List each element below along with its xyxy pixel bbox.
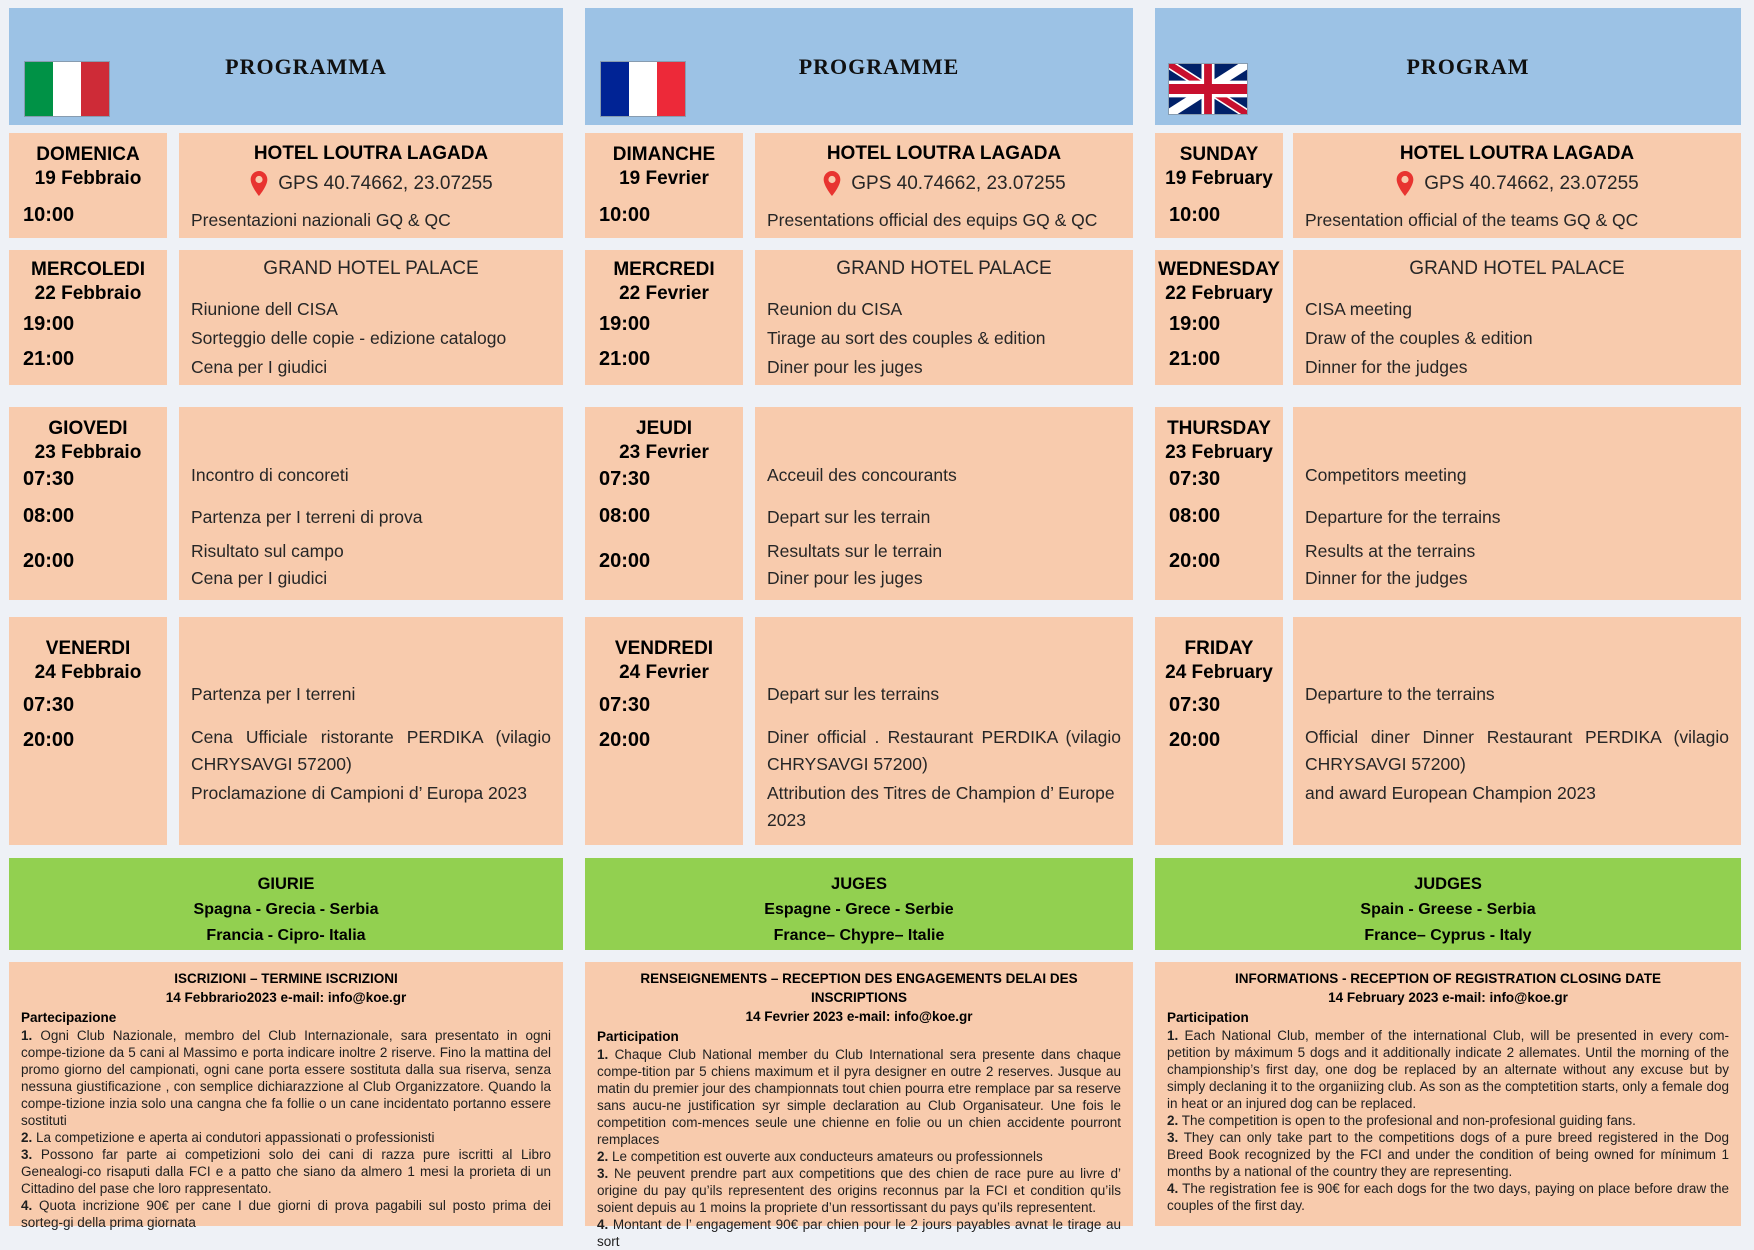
row-friday xyxy=(9,617,563,845)
event-line: Sorteggio delle copie - edizione catalogo xyxy=(191,328,507,348)
info-rule: 3. Ne peuvent prendre part aux competitions que des chien de race pure au livre d’ origine du pay qu’ils representent des origins reconnus par la FCI et condition qu’ils soient depuis au 1 moins la propriete d’un ressortissant du pays qu’ils representent. xyxy=(597,1166,1121,1215)
judges-countries: Spain - Greese - Serbia xyxy=(1360,901,1536,918)
program-header-english xyxy=(1155,8,1741,125)
event-box xyxy=(1293,250,1741,385)
italy-flag-icon xyxy=(25,62,109,116)
row-thursday xyxy=(1155,407,1741,600)
gps-line xyxy=(767,170,1121,197)
venue-name: GRAND HOTEL PALACE xyxy=(263,258,479,279)
judges-panel xyxy=(1155,858,1741,950)
time-label: 07:30 xyxy=(23,694,75,716)
venue-name: GRAND HOTEL PALACE xyxy=(1409,258,1625,279)
info-heading: Participation xyxy=(1167,1010,1249,1025)
event-line: Diner pour les juges xyxy=(767,568,923,588)
event-line: Diner pour les juges xyxy=(767,357,923,377)
event-line: Depart sur les terrain xyxy=(767,507,931,527)
day-box xyxy=(585,407,743,600)
time-label: 21:00 xyxy=(599,348,651,370)
time-label: 08:00 xyxy=(23,505,75,527)
info-deadline: 14 Febbrario2023 e-mail: info@koe.gr xyxy=(165,990,407,1005)
day-name: SUNDAY xyxy=(1179,144,1259,165)
event-line: Attribution des Titres de Champion d’ Europe 2023 xyxy=(767,783,1115,830)
venue-name: HOTEL LOUTRA LAGADA xyxy=(826,143,1062,164)
info-title: INFORMATIONS - RECEPTION OF REGISTRATION CLOSING DATE xyxy=(1235,971,1661,986)
judges-title: JUGES xyxy=(831,875,887,893)
info-title: RENSEIGNEMENTS – RECEPTION DES ENGAGEMENTS DELAI DES INSCRIPTIONS xyxy=(640,971,1078,1005)
event-line: Diner official . Restaurant PERDIKA (vilagio CHRYSAVGI 57200) xyxy=(767,727,1121,774)
day-date: 24 Febbraio xyxy=(34,662,142,683)
event-line: Cena Ufficiale ristorante PERDIKA (vilagio CHRYSAVGI 57200) xyxy=(191,727,551,774)
gps-coordinates: GPS 40.74662, 23.07255 xyxy=(851,172,1066,194)
time-label: 21:00 xyxy=(1169,348,1221,370)
time-label: 20:00 xyxy=(599,729,651,751)
time-label: 10:00 xyxy=(1169,204,1221,226)
judges-countries: France– Chypre– Italie xyxy=(773,927,945,944)
time-label: 20:00 xyxy=(599,550,651,572)
event-line: Draw of the couples & edition xyxy=(1305,328,1533,348)
day-date: 23 Febbraio xyxy=(34,442,142,463)
time-label: 07:30 xyxy=(599,694,651,716)
day-date: 22 February xyxy=(1165,283,1273,304)
day-name: FRIDAY xyxy=(1184,638,1254,659)
row-wednesday xyxy=(9,250,563,385)
row-friday xyxy=(1155,617,1741,845)
registration-info-panel xyxy=(9,962,563,1230)
event-line: Riunione dell CISA xyxy=(191,299,338,319)
row-sunday xyxy=(9,133,563,238)
program-header-italian xyxy=(9,8,563,125)
time-label: 07:30 xyxy=(1169,468,1221,490)
time-label: 20:00 xyxy=(23,550,75,572)
event-line: Results at the terrains xyxy=(1305,541,1476,561)
registration-info-panel xyxy=(585,962,1133,1249)
info-rule: 3. They can only take part to the competitions dogs of a pure breed registered in the Dog Breed Book recognized by the FCI and under the condition of being owned for mínimum 1 months by a national of the country they are representing. xyxy=(1167,1130,1729,1179)
event-line: Competitors meeting xyxy=(1305,465,1467,485)
time-label: 19:00 xyxy=(1169,313,1221,335)
info-rule: 1. Ogni Club Nazionale, membro del Club Internazionale, sara presentato in ogni compe-tizione da 5 cani al Massimo e porta indicare inoltre 2 riserve. Fino la mattina del promo giorno del campionati, ogni cane porta essere sostituta dalla sua riserva, senza nessuna giustificazione , con semplice dichiarazzione al Club Organizzatore. Quando la compe-tizione inzia solo una cangna che fa follie o un cane incidentato portanno essere sostituti xyxy=(21,1028,551,1128)
location-pin-icon xyxy=(822,170,842,197)
judges-countries: Espagne - Grece - Serbie xyxy=(764,901,954,918)
event-box xyxy=(1293,407,1741,600)
row-thursday xyxy=(585,407,1133,600)
day-name: VENDREDI xyxy=(614,638,714,659)
day-date: 23 Fevrier xyxy=(619,442,709,463)
time-label: 07:30 xyxy=(23,468,75,490)
day-date: 19 February xyxy=(1165,168,1273,189)
time-label: 19:00 xyxy=(23,313,75,335)
location-pin-icon xyxy=(1395,170,1415,197)
event-box xyxy=(755,407,1133,600)
day-date: 22 Febbraio xyxy=(34,283,142,304)
time-label: 07:30 xyxy=(599,468,651,490)
time-label: 07:30 xyxy=(1169,694,1221,716)
info-deadline: 14 Fevrier 2023 e-mail: info@koe.gr xyxy=(745,1009,973,1024)
info-heading: Partecipazione xyxy=(21,1010,117,1025)
day-name: JEUDI xyxy=(636,418,692,439)
event-line: Presentazioni nazionali GQ & QC xyxy=(191,210,451,230)
location-pin-icon xyxy=(249,170,269,197)
day-name: MERCREDI xyxy=(613,259,715,280)
judges-countries: France– Cyprus - Italy xyxy=(1364,927,1532,944)
event-line: Dinner for the judges xyxy=(1305,357,1468,377)
event-line: Reunion du CISA xyxy=(767,299,903,319)
event-line: CISA meeting xyxy=(1305,299,1412,319)
event-line: Risultato sul campo xyxy=(191,541,344,561)
column-french xyxy=(585,8,1133,1249)
program-title: PROGRAMME xyxy=(798,53,960,79)
info-rule: 2. La competizione e aperta ai condutori appassionati o professionisti xyxy=(21,1130,435,1145)
day-box xyxy=(585,250,743,385)
day-box xyxy=(1155,407,1283,600)
time-label: 21:00 xyxy=(23,348,75,370)
info-rule: 2. The competition is open to the profesional and non-profesional guiding fans. xyxy=(1167,1113,1636,1128)
event-line: Resultats sur le terrain xyxy=(767,541,943,561)
venue-name: HOTEL LOUTRA LAGADA xyxy=(253,143,489,164)
row-sunday xyxy=(1155,133,1741,238)
day-name: GIOVEDI xyxy=(48,418,128,439)
program-title: PROGRAM xyxy=(1406,53,1530,79)
event-line: Presentations official des equips GQ & QC xyxy=(767,210,1098,230)
gps-line xyxy=(191,170,551,197)
time-label: 10:00 xyxy=(23,204,75,226)
event-line: Presentation official of the teams GQ & QC xyxy=(1305,210,1639,230)
day-name: VENERDI xyxy=(45,638,131,659)
row-wednesday xyxy=(585,250,1133,385)
judges-countries: Francia - Cipro- Italia xyxy=(206,927,366,944)
program-title: PROGRAMMA xyxy=(225,53,387,79)
event-line: Incontro di concoreti xyxy=(191,465,349,485)
judges-title: GIURIE xyxy=(257,875,315,893)
event-box xyxy=(179,407,563,600)
info-title: ISCRIZIONI – TERMINE ISCRIZIONI xyxy=(174,971,398,986)
gps-coordinates: GPS 40.74662, 23.07255 xyxy=(278,172,493,194)
column-italian xyxy=(9,8,563,1230)
day-name: THURSDAY xyxy=(1167,418,1271,439)
day-date: 24 February xyxy=(1165,662,1273,683)
info-rule: 3. Possono far parte ai competizioni solo dei cani di razza pure iscritti al Libro Genealogi-co risaputi dalla FCI e a patto che siano da almero 1 mesi la prorieta di un Cittadino del pase che loro rappresentato. xyxy=(21,1147,551,1196)
judges-title: JUDGES xyxy=(1414,875,1482,893)
venue-name: GRAND HOTEL PALACE xyxy=(836,258,1052,279)
program-header-french xyxy=(585,8,1133,125)
day-box xyxy=(1155,250,1283,385)
info-rule: 4. The registration fee is 90€ for each dogs for the two days, paying on place before draw the couples of the first day. xyxy=(1167,1181,1729,1213)
time-label: 10:00 xyxy=(599,204,651,226)
column-english xyxy=(1155,8,1741,1226)
event-box xyxy=(1293,617,1741,845)
event-box xyxy=(179,617,563,845)
row-thursday xyxy=(9,407,563,600)
venue-name: HOTEL LOUTRA LAGADA xyxy=(1399,143,1635,164)
info-rule: 4. Quota incrizione 90€ per cane I due giorni di prova pagabili sul posto prima dei sorteg-gi della prima giornata xyxy=(21,1198,551,1230)
event-line: Dinner for the judges xyxy=(1305,568,1468,588)
time-label: 20:00 xyxy=(1169,729,1221,751)
registration-info-panel xyxy=(1155,962,1741,1226)
day-box xyxy=(585,617,743,845)
gps-line xyxy=(1305,170,1729,197)
time-label: 20:00 xyxy=(1169,550,1221,572)
time-label: 20:00 xyxy=(23,729,75,751)
event-line: Tirage au sort des couples & edition xyxy=(767,328,1046,348)
event-line: Departure for the terrains xyxy=(1305,507,1501,527)
day-date: 24 Fevrier xyxy=(619,662,709,683)
day-name: MERCOLEDI xyxy=(31,259,145,280)
info-rule: 4. Montant de l’ engagement 90€ par chien pour le 2 jours payables avnat le tirage au sort xyxy=(597,1217,1121,1249)
day-box xyxy=(1155,133,1283,238)
info-heading: Participation xyxy=(597,1029,679,1044)
event-box xyxy=(755,250,1133,385)
row-wednesday xyxy=(1155,250,1741,385)
judges-panel xyxy=(585,858,1133,950)
event-line: Partenza per I terreni di prova xyxy=(191,507,423,527)
day-name: DOMENICA xyxy=(36,144,140,165)
time-label: 08:00 xyxy=(599,505,651,527)
day-box xyxy=(9,617,167,845)
day-date: 19 Febbraio xyxy=(34,168,142,189)
info-rule: 2. Le competition est ouverte aux conducteurs amateurs ou professionnels xyxy=(597,1149,1043,1164)
day-box xyxy=(9,250,167,385)
uk-flag-icon xyxy=(1169,64,1247,114)
event-line: Depart sur les terrains xyxy=(767,684,940,704)
day-box xyxy=(1155,617,1283,845)
time-label: 08:00 xyxy=(1169,505,1221,527)
day-date: 19 Fevrier xyxy=(619,168,709,189)
day-name: WEDNESDAY xyxy=(1158,259,1280,280)
event-line: Cena per I giudici xyxy=(191,568,328,588)
day-date: 23 February xyxy=(1165,442,1273,463)
event-box xyxy=(179,133,563,238)
gps-coordinates: GPS 40.74662, 23.07255 xyxy=(1424,172,1639,194)
judges-countries: Spagna - Grecia - Serbia xyxy=(193,901,379,918)
france-flag-icon xyxy=(601,62,685,116)
judges-panel xyxy=(9,858,563,950)
event-line: Acceuil des concourants xyxy=(767,465,957,485)
day-date: 22 Fevrier xyxy=(619,283,709,304)
row-sunday xyxy=(585,133,1133,238)
time-label: 19:00 xyxy=(599,313,651,335)
event-line: Proclamazione di Campioni d’ Europa 2023 xyxy=(191,783,527,803)
day-box xyxy=(585,133,743,238)
info-rule: 1. Each National Club, member of the international Club, will be presented in every com-petition by máximum 5 dogs and it additionally indicate 2 allemates. Until the morning of the championship’s first day, one dog be replaced by an alternate without any excuse but by simply declaning it to the organiizing club. As son as the comptetition starts, only a female dog in heat or an injured dog can be replaced. xyxy=(1167,1028,1729,1111)
event-line: Partenza per I terreni xyxy=(191,684,356,704)
event-box xyxy=(179,250,563,385)
event-box xyxy=(755,617,1133,845)
event-line: Official diner Dinner Restaurant PERDIKA (vilagio CHRYSAVGI 57200) xyxy=(1305,727,1729,774)
row-friday xyxy=(585,617,1133,845)
event-line: Cena per I giudici xyxy=(191,357,328,377)
day-box xyxy=(9,407,167,600)
info-rule: 1. Chaque Club National member du Club International sera presente dans chaque compe-tition par 5 chiens maximum et il pyra designer en outre 2 reserves. Jusque au matin du premier jour des championnats tout chien pourra etre remplace par sa reserve sans aucu-ne justification syr simple declaration au Club Organisateur. Une fois le competition com-mences seule une chienne en folie ou un chien accidente pourront remplaces xyxy=(597,1047,1121,1147)
event-line: Departure to the terrains xyxy=(1305,684,1495,704)
day-name: DIMANCHE xyxy=(612,144,716,165)
event-box xyxy=(1293,133,1741,238)
day-box xyxy=(9,133,167,238)
event-box xyxy=(755,133,1133,238)
info-deadline: 14 February 2023 e-mail: info@koe.gr xyxy=(1328,990,1568,1005)
event-line: and award European Champion 2023 xyxy=(1305,783,1596,803)
